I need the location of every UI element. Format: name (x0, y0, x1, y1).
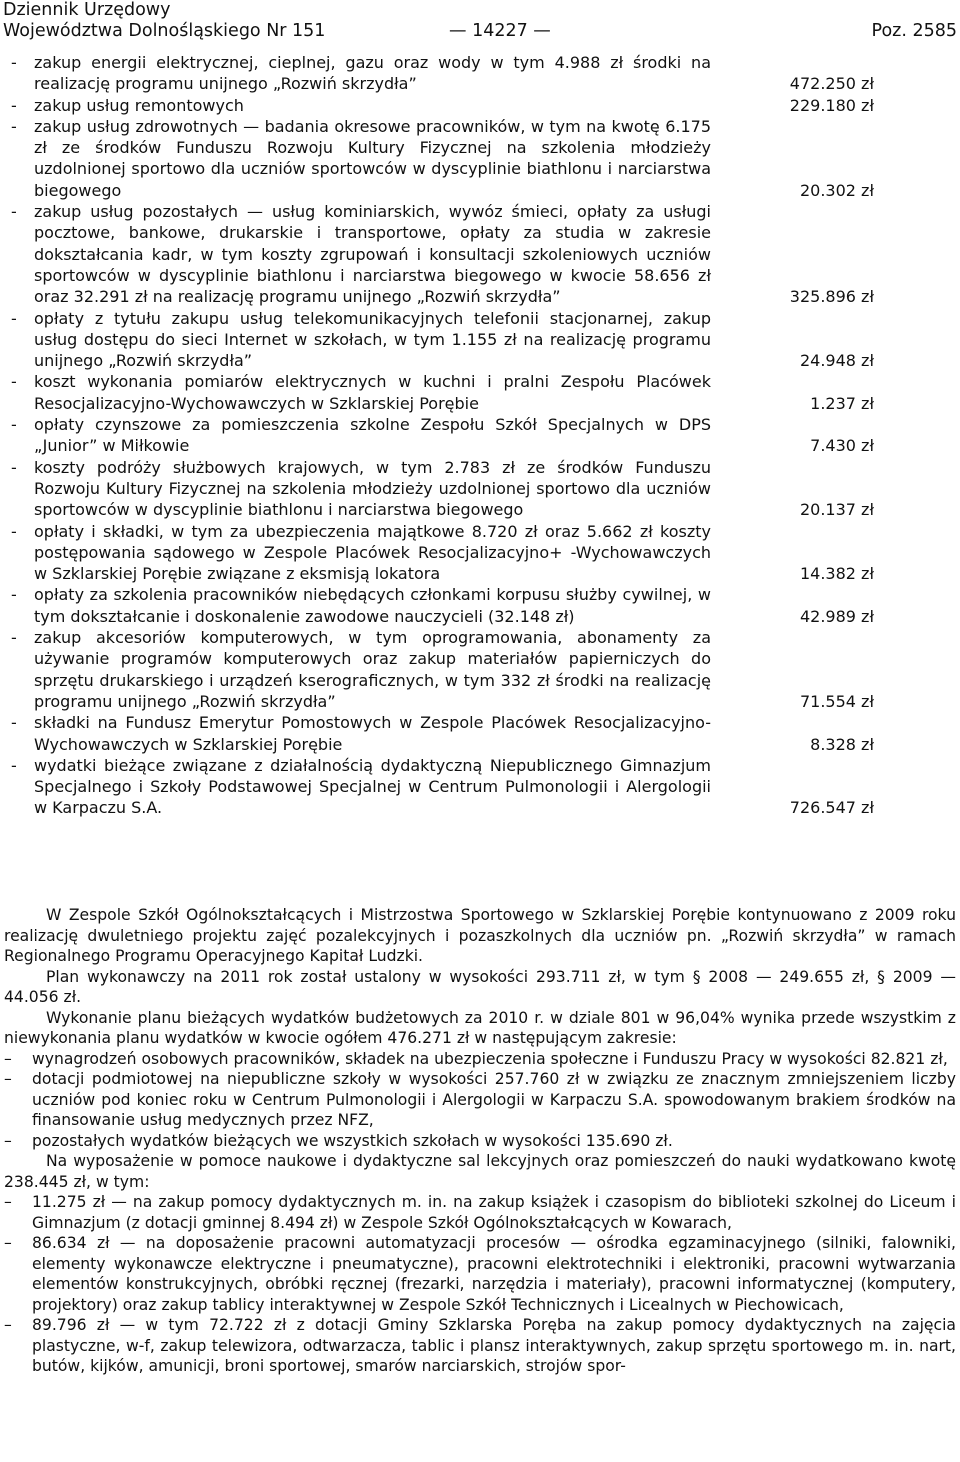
expense-amount: 8.328 zł (810, 734, 874, 754)
expense-item (0, 627, 960, 712)
list-item (4, 1069, 956, 1131)
list-item (4, 1315, 956, 1377)
list-dash: - (11, 308, 17, 328)
list-dash: - (11, 755, 17, 775)
list-dash: - (11, 415, 17, 435)
expense-item (0, 755, 960, 819)
page-number: — 14227 — (449, 21, 551, 41)
explanation-section (4, 905, 956, 1377)
expense-description: koszt wykonania pomiarów elektrycznych w kuchni i pralni Zespołu Placówek Resocjalizacyjno-Wychowawczych w Szklarskiej Porębie (34, 372, 711, 413)
expense-item (0, 201, 960, 307)
expense-amount: 229.180 zł (789, 95, 874, 115)
list-dash: - (11, 457, 17, 477)
expense-item (0, 95, 960, 116)
expense-description: wydatki bieżące związane z działalnością dydaktyczną Niepublicznego Gimnazjum Specjalnego i Szkoły Podstawowej Specjalnej w Centrum Pulmonologii i Alergologii w Karpaczu S.A. (34, 755, 711, 818)
header-line (3, 21, 957, 42)
bullet-text: 86.634 zł — na doposażenie pracowni automatyzacji procesów — ośrodka egzaminacyjnego (silniki, falowniki, elementy wykonawcze elektryczne i pneumatyczne), pracowni elektrotechniki i elektroniki, pracowni wytwarzania elementów konstrukcyjnych, obróbki ręcznej (frezarki, narzędzia i materiały), pracowni informatycznej (komputery, projektory) oraz zakup tablicy interaktywnej w Zespole Szkół Technicznych i Licealnych w Piechowicach, (32, 1234, 956, 1314)
expense-amount: 42.989 zł (799, 606, 874, 626)
list-dash: - (11, 116, 17, 136)
bullet-dash: – (4, 1070, 12, 1088)
list-dash: - (11, 628, 17, 648)
expense-item (0, 712, 960, 755)
execution-bullets (4, 1049, 956, 1152)
expense-description: koszty podróży służbowych krajowych, w tym 2.783 zł ze środków Funduszu Rozwoju Kultury Fizycznej na szkolenia młodzieży uzdolnionej sportowo dla uczniów sportowców w dyscyplinie biathlonu i narciarstwa biegowego (34, 457, 711, 520)
expense-description: zakup usług remontowych (34, 95, 244, 115)
paragraph-plan: Plan wykonawczy na 2011 rok został ustalony w wysokości 293.711 zł, w tym § 2008 — 249.655 zł, § 2009 — 44.056 zł. (4, 967, 956, 1006)
expense-item (0, 414, 960, 457)
expense-amount: 20.137 zł (799, 500, 874, 520)
expense-amount: 726.547 zł (789, 798, 874, 818)
paragraph-execution: Wykonanie planu bieżących wydatków budżetowych za 2010 r. w dziale 801 w 96,04% wynika przede wszystkim z niewykonania planu wydatków w kwocie ogółem 476.271 zł w następującym zakresie: (4, 1008, 956, 1047)
bullet-text: pozostałych wydatków bieżących we wszystkich szkołach w wysokości 135.690 zł. (32, 1131, 673, 1150)
bullet-text: dotacji podmiotowej na niepubliczne szkoły w wysokości 257.760 zł w związku ze znacznym zmniejszeniem liczby uczniów pod koniec roku w Centrum Pulmonologii i Alergologii w Karpaczu S.A. spowodowanym brakiem środków na finansowanie usług medycznych przez NFZ, (32, 1070, 956, 1129)
list-dash: - (11, 95, 17, 115)
page-header (3, 0, 957, 42)
list-item (4, 1192, 956, 1233)
list-dash: - (11, 53, 17, 72)
expense-amount: 325.896 zł (789, 287, 874, 307)
bullet-text: wynagrodzeń osobowych pracowników, składek na ubezpieczenia społeczne i Funduszu Pracy w wysokości 82.821 zł, (32, 1049, 948, 1068)
position-number: Poz. 2585 (871, 21, 957, 41)
expense-item (0, 371, 960, 414)
list-item (4, 1233, 956, 1315)
expense-description: opłaty i składki, w tym za ubezpieczenia majątkowe 8.720 zł oraz 5.662 zł koszty postępowania sądowego w Zespole Placówek Resocjalizacyjno+ -Wychowawczych w Szklarskiej Porębie związane z eksmisją lokatora (34, 521, 711, 584)
list-item (4, 1049, 956, 1070)
expense-item (0, 584, 960, 627)
paragraph-equipment: Na wyposażenie w pomoce naukowe i dydaktyczne sal lekcyjnych oraz pomieszczeń do nauki wydatkowano kwotę 238.445 zł, w tym: (4, 1152, 956, 1191)
journal-region: Województwa Dolnośląskiego Nr 151 (3, 21, 326, 41)
bullet-dash: – (4, 1131, 12, 1150)
list-item (4, 1131, 956, 1152)
expense-item (0, 308, 960, 372)
expense-description: składki na Fundusz Emerytur Pomostowych w Zespole Placówek Resocjalizacyjno-Wychowawczych w Szklarskiej Porębie (34, 713, 711, 754)
expense-amount: 7.430 zł (810, 436, 874, 456)
bullet-text: 89.796 zł — w tym 72.722 zł z dotacji Gminy Szklarska Poręba na zakup pomocy dydaktycznych na zajęcia plastyczne, w-f, zakup telewizora, odtwarzacza, tablic i plansz interaktywnych, zakup sprzętu sportowego m. in. nart, butów, kijków, amunicji, broni sportowej, smarów narciarskich, strojów spor- (32, 1316, 956, 1375)
expense-description: zakup energii elektrycznej, cieplnej, gazu oraz wody w tym 4.988 zł środki na realizację programu unijnego „Rozwiń skrzydła” (34, 53, 711, 94)
list-dash: - (11, 372, 17, 392)
equipment-bullets (4, 1192, 956, 1377)
bullet-text: 11.275 zł — na zakup pomocy dydaktycznych m. in. na zakup książek i czasopism do biblioteki szkolnej do Liceum i Gimnazjum (z dotacji gminnej 8.494 zł) w Zespole Szkół Ogólnokształcących w Kowarach, (32, 1193, 956, 1232)
expense-amount: 71.554 zł (799, 691, 874, 711)
journal-title: Dziennik Urzędowy (3, 0, 171, 20)
expense-description: zakup usług zdrowotnych — badania okresowe pracowników, w tym na kwotę 6.175 zł ze środków Funduszu Rozwoju Kultury Fizycznej na szkolenia młodzieży uzdolnionej sportowo dla uczniów sportowców w dyscyplinie biathlonu i narciarstwa biegowego (34, 116, 711, 200)
bullet-dash: – (4, 1193, 12, 1211)
bullet-dash: – (4, 1316, 12, 1334)
expense-amount: 14.382 zł (799, 564, 874, 584)
expense-item (0, 457, 960, 521)
expense-item (0, 521, 960, 585)
list-dash: - (11, 202, 17, 222)
list-dash: - (11, 521, 17, 541)
list-dash: - (11, 585, 17, 605)
bullet-dash: – (4, 1234, 12, 1252)
expense-description: zakup akcesoriów komputerowych, w tym oprogramowania, abonamenty za używanie programów komputerowych oraz zakup materiałów papierniczych do sprzętu drukarskiego i urządzeń kserograficznych, w tym 332 zł środki na realizację programu unijnego „Rozwiń skrzydła” (34, 628, 711, 711)
expense-amount: 472.250 zł (789, 74, 874, 94)
expense-item (0, 116, 960, 201)
list-dash: - (11, 713, 17, 733)
expense-item (0, 52, 960, 95)
expense-description: zakup usług pozostałych — usług kominiarskich, wywóz śmieci, opłaty za usługi pocztowe, bankowe, drukarskie i transportowe, opłaty za studia w zakresie dokształcania kadr, w tym koszty zgrupowań i konsultacji szkoleniowych uczniów sportowców w dyscyplinie biathlonu i narciarstwa biegowego w kwocie 58.656 zł oraz 32.291 zł na realizację programu unijnego „Rozwiń skrzydła” (34, 202, 711, 307)
expense-description: opłaty za szkolenia pracowników niebędących członkami korpusu służby cywilnej, w tym dokształcanie i doskonalenie zawodowe nauczycieli (32.148 zł) (34, 585, 711, 626)
expense-description: opłaty czynszowe za pomieszczenia szkolne Zespołu Szkół Specjalnych w DPS „Junior” w Miłkowie (34, 415, 711, 456)
bullet-dash: – (4, 1049, 12, 1068)
paragraph-project: W Zespole Szkół Ogólnokształcących i Mistrzostwa Sportowego w Szklarskiej Porębie kontynuowano z 2009 roku realizację dwuletniego projektu zajęć pozalekcyjnych i pozaszkolnych dla uczniów pn. „Rozwiń skrzydła” w ramach Regionalnego Programu Operacyjnego Kapitał Ludzki. (4, 906, 956, 965)
expense-description: opłaty z tytułu zakupu usług telekomunikacyjnych telefonii stacjonarnej, zakup usług dostępu do sieci Internet w szkołach, w tym 1.155 zł na realizację programu unijnego „Rozwiń skrzydła” (34, 308, 711, 371)
expense-list (0, 52, 960, 819)
expense-amount: 20.302 zł (799, 180, 874, 200)
expense-amount: 1.237 zł (810, 393, 874, 413)
expense-amount: 24.948 zł (799, 351, 874, 371)
